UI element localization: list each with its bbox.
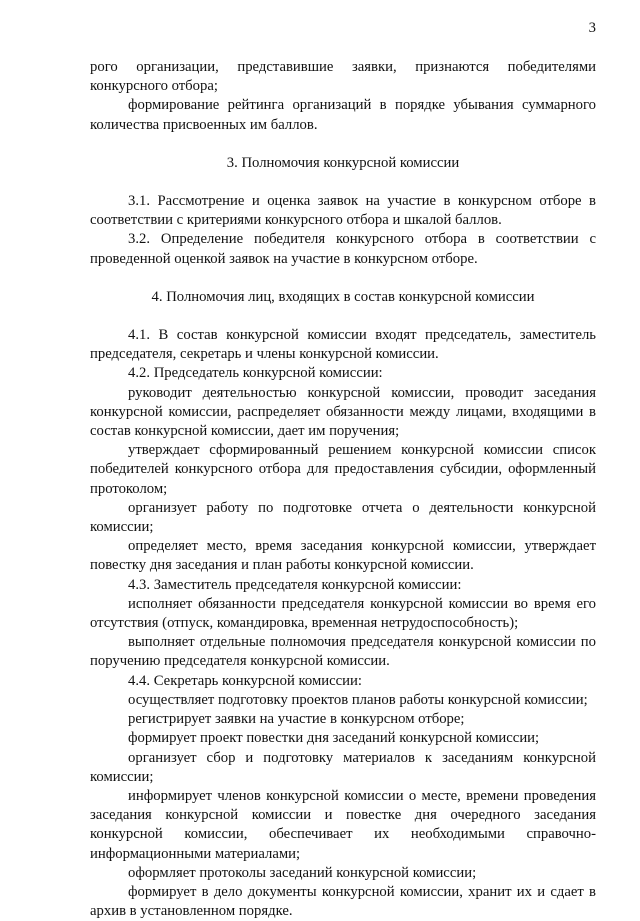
paragraph-4-4-b: регистрирует заявки на участие в конкурсном отборе; xyxy=(128,711,465,728)
page-number: 3 xyxy=(588,20,596,36)
paragraph-4-4-c: формирует проект повестки дня заседаний конкурсной комиссии; xyxy=(128,730,540,747)
paragraph-4-2-a: руководит деятельностью конкурсной комиссии, проводит заседания конкурсной комиссии, распределяет обязанности между лицами, входящими в состав конкурсной комиссии, дает им поручения; xyxy=(90,384,596,440)
paragraph-4-2-d: определяет место, время заседания конкурсной комиссии, утверждает повестку дня заседания и план работы конкурсной комиссии. xyxy=(90,538,596,574)
paragraph-3-2: 3.2. Определение победителя конкурсного отбора в соответствии с проведенной оценкой заявок на участие в конкурсном отборе. xyxy=(90,231,596,267)
paragraph-4-3: 4.3. Заместитель председателя конкурсной комиссии: xyxy=(128,576,462,593)
paragraph-4-4-a: осуществляет подготовку проектов планов работы конкурсной комиссии; xyxy=(128,691,588,708)
paragraph-4-3-a: исполняет обязанности председателя конкурсной комиссии во время его отсутствия (отпуск, командировка, временная нетрудоспособность); xyxy=(90,595,596,632)
paragraph-4-3-b: выполняет отдельные полномочия председателя конкурсной комиссии по поручению председателя конкурсной комиссии. xyxy=(90,634,596,670)
section-heading-4: 4. Полномочия лиц, входящих в состав конкурсной комиссии xyxy=(151,288,535,305)
document-body xyxy=(90,58,596,921)
paragraph-4-4-e: информирует членов конкурсной комиссии о месте, времени проведения заседания конкурсной комиссии и повестке дня очередного заседания конкурсной комиссии, обеспечивает их необходимыми справочно-информационными материалами; xyxy=(90,787,596,862)
paragraph-rating: формирование рейтинга организаций в порядке убывания суммарного количества присвоенных им баллов. xyxy=(90,97,596,133)
paragraph-4-2-c: организует работу по подготовке отчета о деятельности конкурсной комиссии; xyxy=(90,499,596,536)
paragraph-4-4-d: организует сбор и подготовку материалов к заседаниям конкурсной комиссии; xyxy=(90,749,596,785)
paragraph-4-4: 4.4. Секретарь конкурсной комиссии: xyxy=(128,672,362,689)
paragraph-4-4-g: формирует в дело документы конкурсной комиссии, хранит их и сдает в архив в установленном порядке. xyxy=(90,883,596,920)
paragraph-4-2-b: утверждает сформированный решением конкурсной комиссии список победителей конкурсного отбора для предоставления субсидии, оформленный протоколом; xyxy=(90,442,596,497)
paragraph-4-1: 4.1. В состав конкурсной комиссии входят председатель, заместитель председателя, секретарь и члены конкурсной комиссии. xyxy=(90,327,596,363)
paragraph-4-2: 4.2. Председатель конкурсной комиссии: xyxy=(128,365,383,382)
section-heading-3: 3. Полномочия конкурсной комиссии xyxy=(226,154,460,171)
paragraph-3-1: 3.1. Рассмотрение и оценка заявок на участие в конкурсном отборе в соответствии с критериями конкурсного отбора и шкалой баллов. xyxy=(90,193,596,229)
paragraph-4-4-f: оформляет протоколы заседаний конкурсной комиссии; xyxy=(128,864,477,881)
paragraph-continuation: рого организации, представившие заявки, признаются победителями конкурсного отбора; xyxy=(90,59,596,95)
